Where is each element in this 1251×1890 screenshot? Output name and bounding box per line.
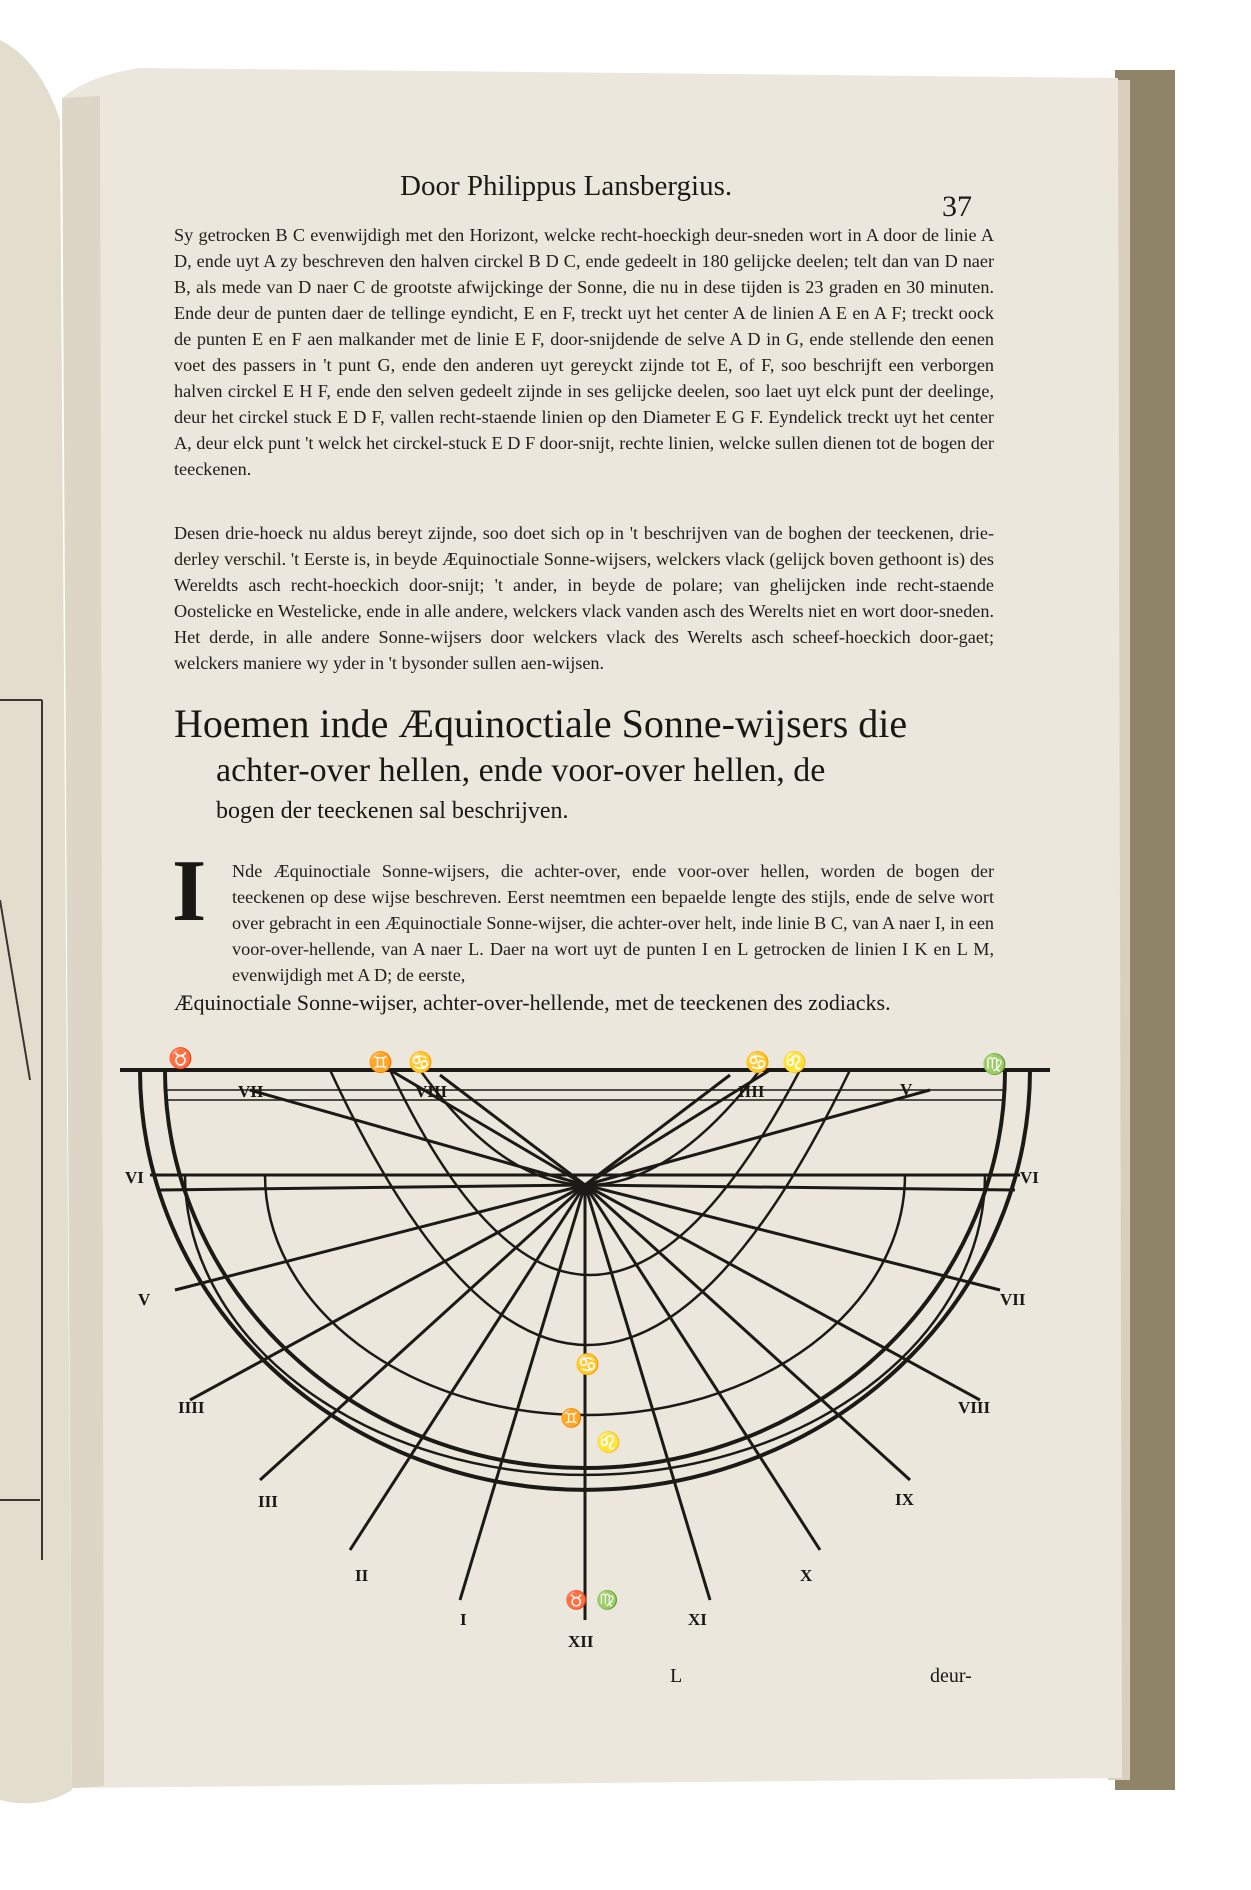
sign-virgo-top-icon: ♍ [982,1054,1007,1076]
page-number: 37 [942,190,972,223]
heading-line-1: Hoemen inde Æquinoctiale Sonne-wijsers die [174,701,908,746]
label-hour-vii-top: VII [238,1082,264,1101]
sign-leo-center-icon: ♌ [596,1432,621,1454]
label-hour-v-top: V [900,1080,913,1099]
signature-mark: L [670,1665,683,1687]
label-hour-vi-left: VI [125,1168,144,1187]
paragraph-1-text: Sy getrocken B C evenwijdigh met den Horizont, welcke recht-hoeckigh deur-sneden wort in A door de linie A D, ende uyt A zy beschreven den halven circkel B D C, ende gedeelt in 180 gelijcke deelen; telt dan van D naer B, als mede van D naer C de grootste afwijckinge der Sonne, die nu in dese tijden is 23 graden en 30 minuten. Ende deur de punten daer de tellinge eyndicht, E en F, treckt uyt het center A de linien A E en A F; treckt oock de punten E en F aen malkander met de linie E F, door-snijdende de selve A D in G, ende stellende den eenen voet des passers in 't punt G, ende den anderen uyt gereyckt zijnde tot E, of F, soo beschrijft een verborgen halven circkel E H F, ende den selven gedeelt zijnde in ses gelijcke deelen, soo laet uyt elck punt der deelinge, deur het circkel stuck E D F, vallen recht-staende linien op den Diameter E G F. Eyndelick treckt uyt het center A, deur elck punt 't welck het circkel-stuck E D F door-snijt, rechte linien, welcke sullen dienen tot de bogen der teeckenen. [174,225,994,479]
label-hour-v-left: V [138,1290,151,1309]
paragraph-3: Nde Æquinoctiale Sonne-wijsers, die achter-over, ende voor-over hellen, worden de bogen der teeckenen op dese wijse beschreven. Eerst neemtmen een bepaelde lengte des stijls, ende de selve wort over gebracht in een Æquinoctiale Sonne-wijser, die achter-over helt, inde linie B C, van A naer I, in een voor-over-hellende, van A naer L. Daer na wort uyt de punten I en L getrocken de linien I K en L M, evenwijdigh met A D; de eerste, [232,861,994,985]
label-hour-iiii-top: IIII [738,1082,765,1101]
label-hour-vi-right: VI [1020,1168,1039,1187]
declination-arcs [330,1070,850,1345]
sign-cancer-top-right-icon: ♋ [745,1052,770,1074]
label-hour-viii-right: VIII [958,1398,991,1417]
heading-line-2: achter-over hellen, ende voor-over hellen, de [216,752,826,789]
catchword: deur- [930,1665,972,1687]
paragraph-2-text: Desen drie-hoeck nu aldus bereyt zijnde, soo doet sich op in 't beschrijven van de boghen der teeckenen, drie-derley verschil. 't Eerste is, in beyde Æquinoctiale Sonne-wijsers, welckers vlack (gelijck boven gethoont is) des Wereldts asch recht-hoeckich door-snijt; 't ander, in beyde de polare; van ghelijcken inde recht-staende Oostelicke en Westelicke, ende in alle andere, welckers vlack vanden asch des Werelts niet en wort door-sneden. Het derde, in alle andere Sonne-wijsers door welckers vlack des Werelts asch scheef-hoeckich door-gaet; welckers maniere wy yder in 't bysonder sullen aen-wijsen. [174,523,994,673]
label-hour-xii-bottom: XII [568,1632,594,1651]
sign-leo-top-icon: ♌ [782,1052,807,1074]
running-head: Door Philippus Lansbergius. [400,170,733,202]
sign-cancer-top-left-icon: ♋ [408,1052,433,1074]
sign-taurus-icon: ♉ [168,1048,193,1070]
label-hour-iii-left: III [258,1492,278,1511]
label-hour-viii-top: VIII [415,1082,448,1101]
sign-cancer-center-icon: ♋ [575,1354,600,1376]
label-hour-iiii-left: IIII [178,1398,205,1417]
sign-taurus-bottom-icon: ♉ [565,1590,588,1610]
label-hour-ii-left: II [355,1566,369,1585]
label-hour-xi-right: XI [688,1610,707,1629]
sign-virgo-bottom-icon: ♍ [596,1590,619,1610]
figure-caption: Æquinoctiale Sonne-wijser, achter-over-hellende, met de teeckenen des zodiacks. [174,990,891,1015]
sign-gemini-center-icon: ♊ [560,1408,583,1428]
drop-cap: I [172,843,207,940]
label-hour-ix-right: IX [895,1490,914,1509]
sign-gemini-top-icon: ♊ [368,1052,393,1074]
label-hour-i-left: I [460,1610,467,1629]
label-hour-x-right: X [800,1566,813,1585]
heading-line-3: bogen der teeckenen sal beschrijven. [216,798,569,824]
label-hour-vii-right: VII [1000,1290,1026,1309]
